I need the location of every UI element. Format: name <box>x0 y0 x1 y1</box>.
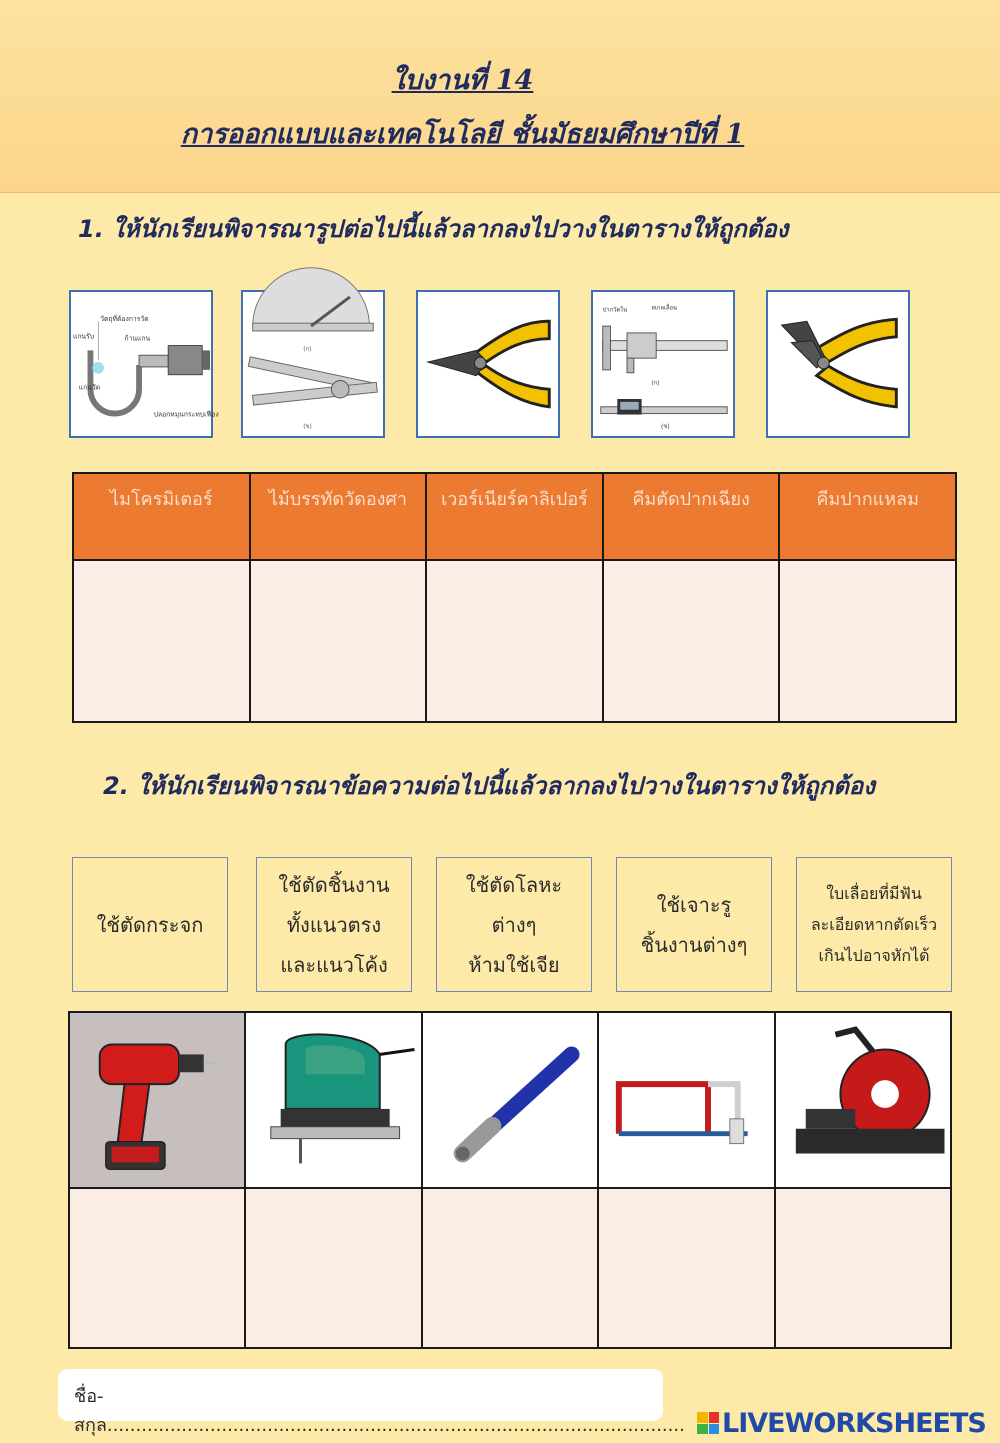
question-2-text: 2. ให้นักเรียนพิจารณาข้อความต่อไปนี้แล้วลากลงไปวางในตารางให้ถูกต้อง <box>103 772 875 800</box>
brand-text: LIVEWORKSHEETS <box>722 1407 986 1439</box>
card-line: ใช้เจาะรู <box>656 892 732 917</box>
card-line: ใช้ตัดโลหะ <box>465 872 563 897</box>
svg-text:สเกลเลื่อน: สเกลเลื่อน <box>651 305 678 312</box>
text-card[interactable] <box>616 857 772 992</box>
svg-text:ก้านแกน: ก้านแกน <box>124 334 151 343</box>
logo-icon <box>697 1412 719 1434</box>
answer-table-1 <box>72 472 957 723</box>
card-line: ใช้ตัดกระจก <box>96 912 204 937</box>
column-header: เวอร์เนียร์คาลิเปอร์ <box>426 473 603 560</box>
card-line: ห้ามใช้เจีย <box>468 952 560 977</box>
drop-zone[interactable] <box>69 1188 245 1348</box>
drop-zone[interactable] <box>245 1188 421 1348</box>
text-card[interactable] <box>72 857 228 992</box>
column-header: ไมโครมิเตอร์ <box>73 473 250 560</box>
micrometer-image[interactable] <box>69 290 219 438</box>
question-1-text: 1. ให้นักเรียนพิจารณารูปต่อไปนี้แล้วลากลงไปวางในตารางให้ถูกต้อง <box>78 215 789 243</box>
card-line: ละเอียดหากตัดเร็ว <box>810 915 938 934</box>
text-card[interactable] <box>256 857 412 992</box>
long-nose-plier-image[interactable] <box>766 290 910 438</box>
svg-text:แกนรับ: แกนรับ <box>72 332 95 341</box>
drop-zone[interactable] <box>603 560 780 722</box>
page-title: ใบงานที่ 14 <box>391 65 534 96</box>
card-line: ทั้งแนวตรง <box>286 912 382 937</box>
drop-zone[interactable] <box>422 1188 598 1348</box>
card-line: ใช้ตัดชิ้นงาน <box>278 872 390 897</box>
svg-text:(ก): (ก) <box>303 346 312 353</box>
cordless-drill-image <box>69 1012 245 1188</box>
drop-zone[interactable] <box>779 560 956 722</box>
cutoff-saw-image <box>775 1012 951 1188</box>
hacksaw-image <box>598 1012 774 1188</box>
card-line: ต่างๆ <box>491 912 537 937</box>
protractor-ruler-image[interactable] <box>241 290 385 438</box>
svg-text:ปากวัดใน: ปากวัดใน <box>602 307 628 314</box>
student-name-field[interactable]: ชื่อ-สกุล..................................................................................................... <box>58 1369 663 1421</box>
jigsaw-image <box>245 1012 421 1188</box>
card-line: ชิ้นงานต่างๆ <box>640 932 748 957</box>
drop-zone[interactable] <box>775 1188 951 1348</box>
header-banner <box>0 0 1000 193</box>
svg-text:(ข): (ข) <box>303 424 312 431</box>
answer-table-2 <box>68 1011 952 1349</box>
column-header: คีมปากแหลม <box>779 473 956 560</box>
card-line: ใบเลื่อยที่มีฟัน <box>826 884 922 903</box>
glass-cutter-image <box>422 1012 598 1188</box>
card-line: และแนวโค้ง <box>280 952 388 977</box>
svg-text:แกนวัด: แกนวัด <box>78 383 101 392</box>
drop-zone[interactable] <box>598 1188 774 1348</box>
drop-zone[interactable] <box>426 560 603 722</box>
svg-text:วัตถุที่ต้องการวัด: วัตถุที่ต้องการวัด <box>100 315 149 324</box>
column-header: คีมตัดปากเฉียง <box>603 473 780 560</box>
svg-text:(ข): (ข) <box>661 424 670 431</box>
svg-text:ปลอกหมุนกระทบเฟือง: ปลอกหมุนกระทบเฟือง <box>153 410 219 419</box>
page-subtitle: การออกแบบและเทคโนโลยี ชั้นมัธยมศึกษาปีที่ 1 <box>180 119 745 150</box>
vernier-caliper-image[interactable] <box>591 290 735 438</box>
liveworksheets-logo <box>697 1407 986 1439</box>
text-card[interactable] <box>436 857 592 992</box>
diagonal-cutter-image[interactable] <box>416 290 560 438</box>
text-card[interactable] <box>796 857 952 992</box>
card-line: เกินไปอาจหักได้ <box>818 946 930 965</box>
drop-zone[interactable] <box>250 560 427 722</box>
drop-zone[interactable] <box>73 560 250 722</box>
svg-text:(ก): (ก) <box>651 380 660 387</box>
column-header: ไม้บรรทัดวัดองศา <box>250 473 427 560</box>
